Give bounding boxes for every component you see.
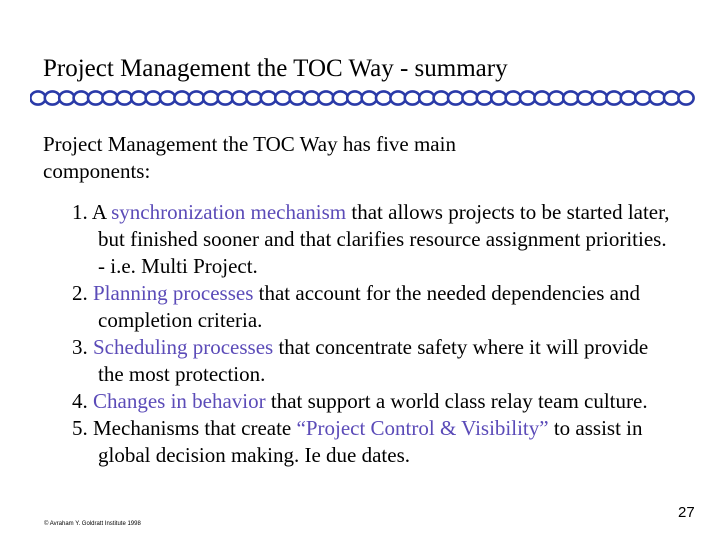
chain-link (347, 91, 362, 104)
chain-link (520, 91, 535, 104)
chain-link (405, 91, 420, 104)
chain-link (131, 91, 146, 104)
item-highlight: synchronization mechanism (111, 200, 347, 224)
list-item (72, 334, 672, 388)
chain-link (462, 91, 477, 104)
chain-link (606, 91, 621, 104)
item-post: that support a world class relay team culture. (265, 389, 648, 413)
item-number: 4. (72, 389, 88, 413)
item-pre: A (87, 200, 112, 224)
chain-link (45, 91, 60, 104)
chain-link (74, 91, 89, 104)
copyright-footer: © Avraham Y. Goldratt Institute 1998 (44, 521, 141, 527)
chain-link (434, 91, 449, 104)
chain-link (261, 91, 276, 104)
chain-link (333, 91, 348, 104)
page-number: 27 (678, 504, 695, 521)
chain-link (635, 91, 650, 104)
chain-link (304, 91, 319, 104)
list-item (72, 415, 672, 469)
item-post: that concentrate safety where it will provide the most protection. (98, 335, 649, 386)
chain-link (232, 91, 247, 104)
components-list (72, 199, 672, 469)
chain-link (678, 91, 693, 104)
item-post: that allows projects to be started later, but finished sooner and that clarifies resource assignment priorities. - i.e. Multi Project. (98, 200, 670, 278)
chain-link (506, 91, 521, 104)
chain-link (174, 91, 189, 104)
chain-link (189, 91, 204, 104)
chain-link (318, 91, 333, 104)
list-item (72, 388, 672, 415)
chain-link (534, 91, 549, 104)
chain-link (362, 91, 377, 104)
chain-link (390, 91, 405, 104)
chain-link (59, 91, 74, 104)
chain-divider (30, 87, 696, 109)
chain-link (88, 91, 103, 104)
item-post: to assist in global decision making. Ie due dates. (98, 416, 643, 467)
chain-link (160, 91, 175, 104)
chain-link (563, 91, 578, 104)
chain-link (218, 91, 233, 104)
item-number: 3. (72, 335, 88, 359)
slide-title: Project Management the TOC Way - summary (43, 55, 508, 82)
chain-link (578, 91, 593, 104)
chain-link (491, 91, 506, 104)
chain-link (290, 91, 305, 104)
chain-link (448, 91, 463, 104)
item-pre: Mechanisms that create (87, 416, 297, 440)
item-number: 5. (72, 416, 88, 440)
chain-link (376, 91, 391, 104)
intro-text: Project Management the TOC Way has five main components: (43, 132, 456, 183)
chain-link (275, 91, 290, 104)
item-number: 1. (72, 200, 88, 224)
chain-link (419, 91, 434, 104)
chain-link (30, 91, 45, 104)
item-highlight: Scheduling processes (93, 335, 274, 359)
chain-link (621, 91, 636, 104)
item-highlight: Planning processes (93, 281, 254, 305)
chain-link (246, 91, 261, 104)
chain-link (650, 91, 665, 104)
chain-link (592, 91, 607, 104)
item-post: that account for the needed dependencies and completion criteria. (98, 281, 640, 332)
chain-link (117, 91, 132, 104)
list-item (72, 199, 672, 280)
item-highlight: Changes in behavior (93, 389, 266, 413)
chain-link (549, 91, 564, 104)
list-item (72, 280, 672, 334)
chain-link (146, 91, 161, 104)
chain-link (664, 91, 679, 104)
item-number: 2. (72, 281, 88, 305)
item-highlight: “Project Control & Visibility” (296, 416, 549, 440)
chain-link (477, 91, 492, 104)
chain-link (102, 91, 117, 104)
chain-link (203, 91, 218, 104)
